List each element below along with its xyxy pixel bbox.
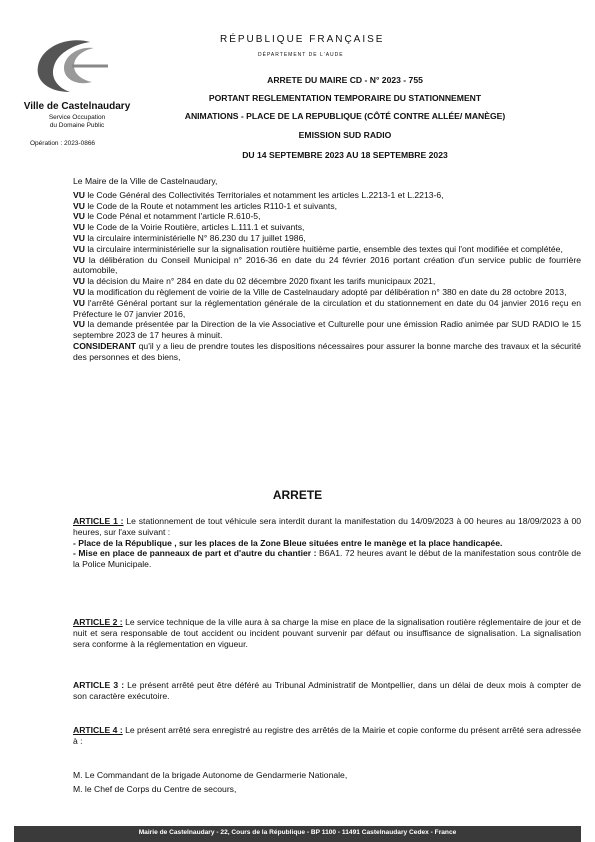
article-item: - Place de la République , sur les places de la Zone Bleue situées entre le manège et la place handicapée. xyxy=(73,537,503,548)
title-dates: DU 14 SEPTEMBRE 2023 AU 18 SEPTEMBRE 2023 xyxy=(242,150,448,160)
recipient: M. le Chef de Corps du Centre de secours, xyxy=(73,783,237,794)
vu-item: VU la décision du Maire n° 284 en date du 02 décembre 2020 fixant les tarifs municipaux 2021, xyxy=(73,276,436,287)
article-2: ARTICLE 2 : Le service technique de la ville aura à sa charge la mise en place de la signalisation routière réglementaire de jour et de nuit et sera responsable de tout accident ou incident pouvant survenir par défaut ou insuffisance de signalisation. La signalisation sera conforme à la réglementation en vigueur. xyxy=(73,617,581,649)
vu-item: VU le Code de la Voirie Routière, articles L.111.1 et suivants, xyxy=(73,222,305,233)
article-item: - Mise en place de panneaux de part et d'autre du chantier : B6A1. 72 heures avant le début de la manifestation sous contrôle de la Police Municipale. xyxy=(73,548,581,570)
title-emission: EMISSION SUD RADIO xyxy=(298,130,392,140)
considerant-item: CONSIDERANT qu'il y a lieu de prendre toutes les dispositions nécessaires pour assurer la bonne marche des travaux et la sécurité des personnes et des biens, xyxy=(73,340,581,362)
article-label: ARTICLE 3 : xyxy=(73,680,125,690)
vu-item: VU la demande présentée par la Direction de la vie Associative et Culturelle pour une émission Radio animée par SUD RADIO le 15 septembre 2023 de 17 heures à minuit. xyxy=(73,319,581,341)
article-1: ARTICLE 1 : Le stationnement de tout véhicule sera interdit durant la manifestation du 14/09/2023 à 00 heures au 18/09/2023 à 00 heures, sur l'axe suivant : - Place de la République , sur les places de la Zone Bleue situées entre le manège et la place handicapée. - Mise en place de panneaux de part et d'autre du chantier : B6A1. 72 heures avant le début de la manifestation sous contrôle de la Police Municipale. xyxy=(73,516,582,570)
recipient: M. Le Commandant de la brigade Autonome de Gendarmerie Nationale, xyxy=(73,770,348,780)
vu-item: VU l'arrêté Général portant sur la réglementation générale de la circulation et du stationnement en date du 04 janvier 2016 reçu en Préfecture le 07 janvier 2016, xyxy=(73,297,581,319)
arrete-number: ARRETE DU MAIRE CD - N° 2023 - 755 xyxy=(267,75,423,85)
title-animations: ANIMATIONS - PLACE DE LA REPUBLIQUE (CÔTÉ CONTRE ALLÉE/ MANÈGE) xyxy=(184,111,506,121)
vu-item: VU le Code Général des Collectivités Territoriales et notamment les articles L.2213-1 et L.2213-6, xyxy=(73,189,444,200)
service-name: Service Occupation du Domaine Public xyxy=(48,114,106,129)
article-4: ARTICLE 4 : Le présent arrêté sera enregistré au registre des arrêtés de la Mairie et copie conforme du présent arrêté sera adressée à : xyxy=(73,725,581,746)
recipients xyxy=(73,770,581,795)
preamble xyxy=(73,176,581,363)
article-label: ARTICLE 4 : xyxy=(73,725,123,735)
preamble-intro: Le Maire de la Ville de Castelnaudary, xyxy=(73,176,218,186)
title-reglementation: PORTANT REGLEMENTATION TEMPORAIRE DU STATIONNEMENT xyxy=(208,93,482,103)
republic-heading: RÉPUBLIQUE FRANÇAISE xyxy=(220,34,385,45)
vu-item: VU la délibération du Conseil Municipal n° 2016-36 en date du 24 février 2016 portant création d'un service public de fourrière automobile, xyxy=(73,254,581,276)
city-name: Ville de Castelnaudary xyxy=(23,101,131,112)
article-3: ARTICLE 3 : Le présent arrêté peut être déféré au Tribunal Administratif de Montpellier, dans un délai de deux mois à compter de son caractère exécutoire. xyxy=(73,680,581,701)
vu-item: VU la modification du règlement de voirie de la Ville de Castelnaudary adopté par délibération n° 380 en date du 28 octobre 2013, xyxy=(73,286,567,297)
article-label: ARTICLE 1 : xyxy=(73,516,124,526)
vu-item: VU le Code Pénal et notamment l'article R.610-5, xyxy=(73,211,261,222)
operation-number: Opération : 2023-0866 xyxy=(30,140,96,147)
vu-item: VU le Code de la Route et notamment les articles R110-1 et suivants, xyxy=(73,200,338,211)
city-logo xyxy=(28,36,118,96)
article-label: ARTICLE 2 : xyxy=(73,617,123,627)
department-heading: DÉPARTEMENT DE L'AUDE xyxy=(258,52,344,58)
arrete-heading: ARRETE xyxy=(272,488,323,502)
footer-address: Mairie de Castelnaudary - 22, Cours de la République - BP 1100 - 11491 Castelnaudary Cedex - France xyxy=(14,826,581,842)
vu-item: VU la circulaire interministérielle sur la signalisation routière huitième partie, ensemble des textes qui l'ont modifiée et complétée, xyxy=(73,243,563,254)
vu-item: VU la circulaire interministérielle N° 86.230 du 17 juillet 1986, xyxy=(73,232,306,243)
